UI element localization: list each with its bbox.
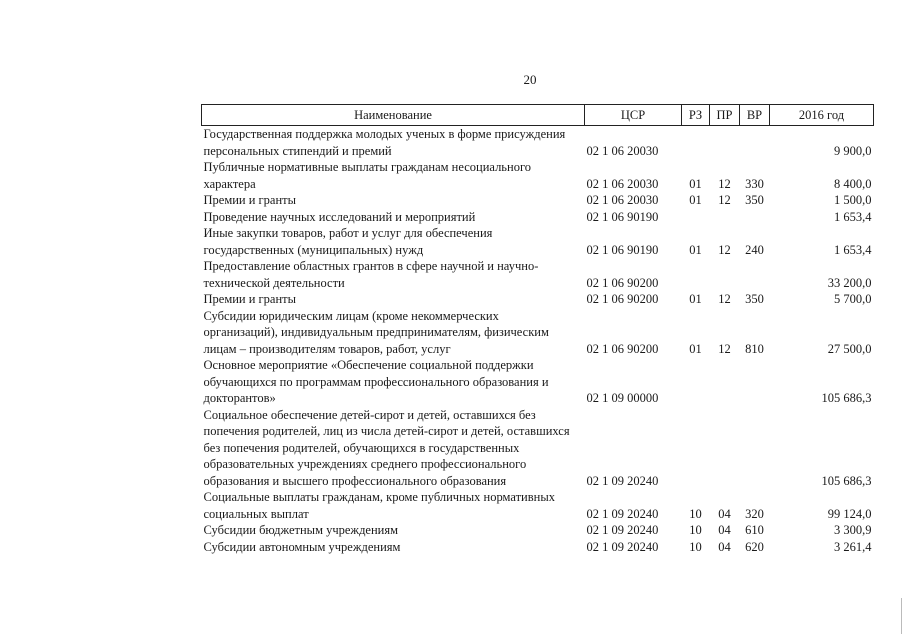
row-rz: [682, 126, 710, 160]
row-name: [202, 192, 585, 209]
header-vr: ВР: [740, 105, 770, 126]
row-pr: 04: [718, 506, 731, 521]
row-name: [202, 159, 585, 192]
row-pr: [710, 258, 740, 291]
table-row: [202, 308, 874, 358]
row-amount: 9 900,0: [834, 143, 872, 158]
row-name-line: персональных стипендий и премий: [203, 143, 392, 158]
row-name-line: Иные закупки товаров, работ и услуг для обеспечения: [203, 226, 493, 240]
header-year: 2016 год: [770, 105, 874, 126]
row-name-line: технической деятельности: [203, 275, 345, 290]
row-rz: [682, 209, 710, 226]
row-pr: 04: [718, 523, 731, 537]
row-pr: 12: [718, 242, 731, 257]
row-name-line: социальных выплат: [203, 506, 309, 521]
row-pr: [710, 357, 740, 407]
table-row: [202, 126, 874, 160]
row-name: [202, 522, 585, 539]
row-csr: 02 1 09 20240: [586, 539, 659, 554]
row-csr: 02 1 09 20240: [586, 506, 659, 521]
row-rz: 10: [689, 539, 702, 554]
row-rz: [682, 357, 710, 407]
row-name-line: государственных (муниципальных) нужд: [203, 242, 424, 257]
row-name: [202, 126, 585, 160]
row-amount: 5 700,0: [834, 292, 872, 306]
row-pr: 04: [718, 539, 731, 554]
row-name: [202, 489, 585, 522]
header-rz: РЗ: [682, 105, 710, 126]
row-rz: 01: [689, 341, 702, 356]
page-number: 20: [523, 72, 537, 87]
row-rz: 01: [689, 193, 702, 207]
row-name-line: Публичные нормативные выплаты гражданам несоциального: [203, 160, 532, 174]
row-vr: 350: [745, 193, 764, 207]
row-vr: 320: [745, 506, 764, 521]
row-pr: 12: [718, 341, 731, 356]
table-row: [202, 357, 874, 407]
row-csr: 02 1 06 20030: [586, 143, 659, 158]
table-row: [202, 489, 874, 522]
header-csr: ЦСР: [585, 105, 682, 126]
row-name-line: образовательных учреждениях среднего профессионального: [203, 457, 527, 471]
row-vr: 620: [745, 539, 764, 554]
row-rz: [682, 258, 710, 291]
row-csr: 02 1 06 90190: [586, 242, 659, 257]
row-name-line: Предоставление областных грантов в сфере научной и научно-: [203, 259, 539, 273]
row-amount: 1 653,4: [834, 209, 872, 224]
row-vr: [740, 209, 770, 226]
row-name-line: докторантов»: [203, 391, 276, 405]
row-rz: 01: [689, 242, 702, 257]
budget-table: [201, 104, 874, 555]
row-csr: 02 1 06 20030: [586, 193, 659, 207]
row-name-line: Премии и гранты: [203, 292, 297, 306]
row-amount: 33 200,0: [827, 275, 872, 290]
row-name-line: Социальные выплаты гражданам, кроме публичных нормативных: [203, 490, 555, 504]
row-amount: 8 400,0: [834, 176, 872, 191]
row-amount: 105 686,3: [821, 391, 872, 405]
row-name-line: Субсидии бюджетным учреждениям: [203, 523, 399, 537]
row-name: [202, 539, 585, 556]
row-name-line: Проведение научных исследований и мероприятий: [203, 209, 476, 224]
table-row: [202, 192, 874, 209]
row-vr: [740, 126, 770, 160]
row-name-line: организаций), индивидуальным предпринимателям, физическим: [203, 325, 549, 339]
row-csr: 02 1 09 00000: [586, 391, 659, 405]
row-name: [202, 308, 585, 358]
table-row: [202, 407, 874, 490]
row-pr: [710, 126, 740, 160]
row-name-line: характера: [203, 176, 256, 191]
row-name-line: Субсидии юридическим лицам (кроме некоммерческих: [203, 308, 499, 323]
row-vr: 350: [745, 292, 764, 306]
row-vr: 610: [745, 523, 764, 537]
row-name-line: образования и высшего профессионального образования: [203, 473, 507, 488]
row-vr: [740, 357, 770, 407]
page-edge-mark: [901, 598, 902, 634]
row-vr: 240: [745, 242, 764, 257]
row-rz: [682, 407, 710, 490]
row-csr: 02 1 09 20240: [586, 523, 659, 537]
table-row: [202, 522, 874, 539]
table-row: [202, 209, 874, 226]
table-header-row: [202, 105, 874, 126]
row-name-line: Субсидии автономным учреждениям: [203, 539, 401, 554]
header-name: Наименование: [202, 105, 585, 126]
row-vr: 810: [745, 341, 764, 356]
row-amount: 1 653,4: [834, 242, 872, 257]
row-csr: 02 1 06 20030: [586, 176, 659, 191]
row-name-line: обучающихся по программам профессионального образования и: [203, 374, 549, 389]
row-vr: [740, 258, 770, 291]
row-vr: 330: [745, 176, 764, 191]
header-pr: ПР: [710, 105, 740, 126]
row-pr: [710, 209, 740, 226]
row-pr: [710, 407, 740, 490]
row-name-line: попечения родителей, лиц из числа детей-сирот и детей, оставшихся: [203, 424, 570, 438]
table-row: [202, 539, 874, 556]
table-row: [202, 291, 874, 308]
table-row: [202, 258, 874, 291]
table-row: [202, 159, 874, 192]
row-amount: 1 500,0: [834, 193, 872, 207]
row-name-line: Социальное обеспечение детей-сирот и детей, оставшихся без: [203, 407, 536, 422]
row-amount: 99 124,0: [827, 506, 872, 521]
row-amount: 3 261,4: [834, 539, 872, 554]
row-name-line: Основное мероприятие «Обеспечение социальной поддержки: [203, 358, 534, 372]
row-csr: 02 1 06 90200: [586, 275, 659, 290]
row-amount: 3 300,9: [834, 523, 872, 537]
row-name: [202, 258, 585, 291]
row-pr: 12: [718, 292, 731, 306]
row-amount: 27 500,0: [827, 341, 872, 356]
table-row: [202, 225, 874, 258]
table-body: [202, 126, 874, 556]
row-name: [202, 291, 585, 308]
row-amount: 105 686,3: [821, 473, 872, 488]
row-csr: 02 1 06 90190: [586, 209, 659, 224]
row-name-line: без попечения родителей, обучающихся в государственных: [203, 440, 520, 455]
row-rz: 01: [689, 292, 702, 306]
row-name-line: Премии и гранты: [203, 193, 297, 207]
row-rz: 10: [689, 523, 702, 537]
row-name: [202, 225, 585, 258]
row-rz: 10: [689, 506, 702, 521]
row-name-line: лицам – производителям товаров, работ, услуг: [203, 341, 451, 356]
row-name: [202, 357, 585, 407]
row-rz: 01: [689, 176, 702, 191]
row-name-line: Государственная поддержка молодых ученых в форме присуждения: [203, 127, 566, 141]
row-name: [202, 407, 585, 490]
row-name: [202, 209, 585, 226]
row-csr: 02 1 06 90200: [586, 292, 659, 306]
row-pr: 12: [718, 176, 731, 191]
row-csr: 02 1 09 20240: [586, 473, 659, 488]
row-vr: [740, 407, 770, 490]
row-csr: 02 1 06 90200: [586, 341, 659, 356]
row-pr: 12: [718, 193, 731, 207]
